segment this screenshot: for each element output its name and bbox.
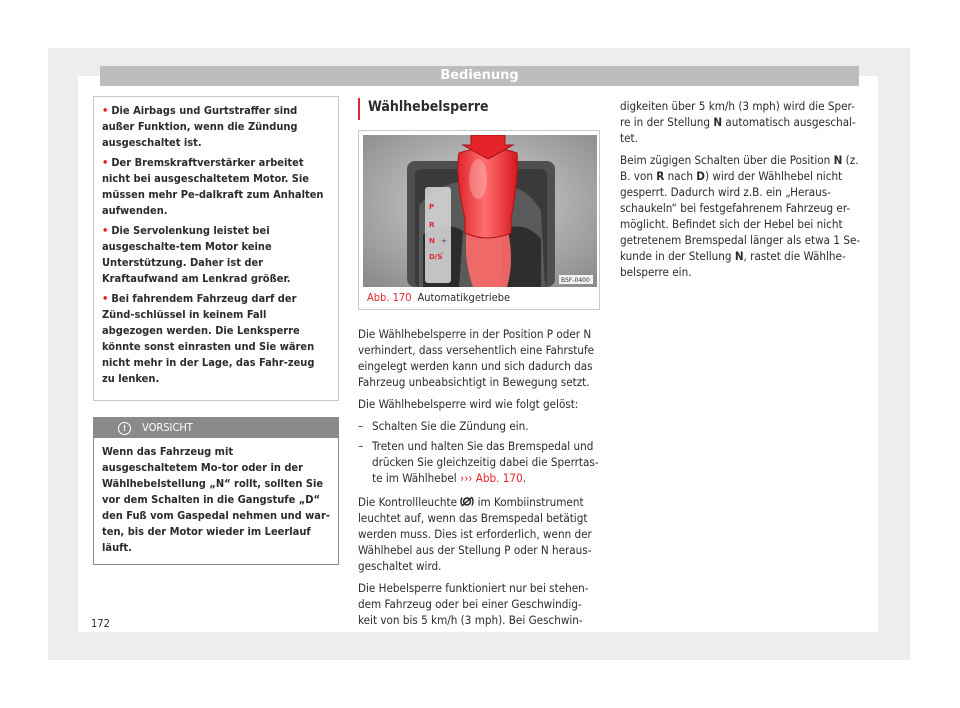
figure-caption (367, 290, 510, 306)
right-column (620, 98, 864, 286)
warning-item: • Der Bremskraftverstärker arbeitet nicht bei ausgeschaltetem Motor. Sie müssen mehr Pe-dalkraft zum Anhalten aufwenden. (102, 156, 324, 217)
caution-header (94, 418, 338, 438)
figure-170 (358, 130, 600, 310)
figure-reference-link[interactable]: Abb. 170 (475, 471, 523, 485)
gear-lever-illustration (363, 135, 597, 287)
warning-item: • Bei fahrendem Fahrzeug darf der Zünd-schlüssel in keinem Fall abgezogen werden. Die Lenksperre könnte sonst einrasten und Sie wären nicht mehr in der Lage, das Fahr-zeug zu lenken. (102, 292, 315, 385)
body-text (358, 326, 600, 628)
warning-item: • Die Servolenkung leistet bei ausgeschalte-tem Motor keine Unterstützung. Daher ist der Kraftaufwand am Lenkrad größer. (102, 224, 291, 285)
gear-selector-photo (363, 135, 597, 287)
page-header: Bedienung (100, 66, 859, 86)
list-item: – Treten und halten Sie das Bremspedal und drücken Sie gleichzeitig dabei die Sperrtas-te im Wählhebel ››› Abb. 170. (358, 439, 599, 485)
paragraph: Die Hebelsperre funktioniert nur bei stehen-dem Fahrzeug oder bei einer Geschwindig-keit von bis 5 km/h (3 mph). Bei Geschwin- (358, 581, 589, 627)
caution-label: VORSICHT (142, 421, 193, 434)
warning-circle-icon: ! (118, 422, 131, 435)
paragraph: Die Wählhebelsperre in der Position P oder N verhindert, dass versehentlich eine Fahrstufe eingelegt werden kann und sich dadurch das Fahrzeug unbeabsichtigt in Bewegung setzt. (358, 327, 595, 389)
dash-marker: – (358, 419, 364, 433)
figure-code: B5F-0400 (561, 277, 590, 284)
tip-label-plus: + (441, 237, 447, 245)
paragraph: digkeiten über 5 km/h (3 mph) wird die Sper-re in der Stellung N automatisch ausgeschal-tet. (620, 99, 856, 145)
page-number: 172 (91, 617, 110, 630)
caution-text: Wenn das Fahrzeug mit ausgeschaltetem Mo-tor oder in der Wählhebelstellung „N“ rollt, sollten Sie vor dem Schalten in die Gangstufe „D“ den Fuß vom Gaspedal nehmen und war-ten, bis der Motor wieder im Leerlauf läuft. (102, 445, 330, 554)
warning-box (93, 96, 339, 401)
section-title: Wählhebelsperre (358, 98, 600, 120)
bullet-icon: • (102, 224, 109, 237)
paragraph: Die Wählhebelsperre wird wie folgt gelöst: (358, 397, 579, 411)
figure-label: Abb. 170 (367, 291, 412, 304)
warning-item: • Die Airbags und Gurtstraffer sind außer Funktion, wenn die Zündung ausgeschaltet ist. (102, 104, 298, 149)
middle-column (358, 98, 600, 634)
caution-box (93, 417, 339, 565)
list-item: – Schalten Sie die Zündung ein. (358, 419, 529, 433)
gear-label-p: P (429, 203, 435, 211)
gear-label-r: R (429, 221, 435, 229)
paragraph: Die Kontrollleuchte im Kombiinstrument leuchtet auf, wenn das Bremspedal betätigt werden muss. Dies ist erforderlich, wenn der Wählhebel aus der Stellung P oder N heraus-geschaltet wird. (358, 495, 592, 573)
brake-warning-light-icon (460, 496, 474, 507)
bullet-icon: • (102, 292, 109, 305)
gear-label-n: N (429, 237, 435, 245)
bullet-icon: • (102, 104, 109, 117)
tip-label-minus: - (441, 249, 444, 257)
paragraph: Beim zügigen Schalten über die Position N (z. B. von R nach D) wird der Wählhebel nicht gesperrt. Dadurch wird z.B. ein „Heraus-schaukeln“ bei festgefahrenem Fahrzeug er-möglicht. Befindet sich der Hebel bei nicht getretenem Bremspedal länger als etwa 1 Se-kunde in der Stellung N, rastet die Wählhe-belsperre ein. (620, 153, 861, 279)
gear-label-ds: D/S (429, 253, 443, 261)
left-column (93, 96, 339, 565)
figure-caption-text: Automatikgetriebe (417, 291, 511, 304)
bullet-icon: • (102, 156, 109, 169)
reference-arrow-icon: ››› (459, 471, 473, 485)
dash-marker: – (358, 439, 364, 453)
